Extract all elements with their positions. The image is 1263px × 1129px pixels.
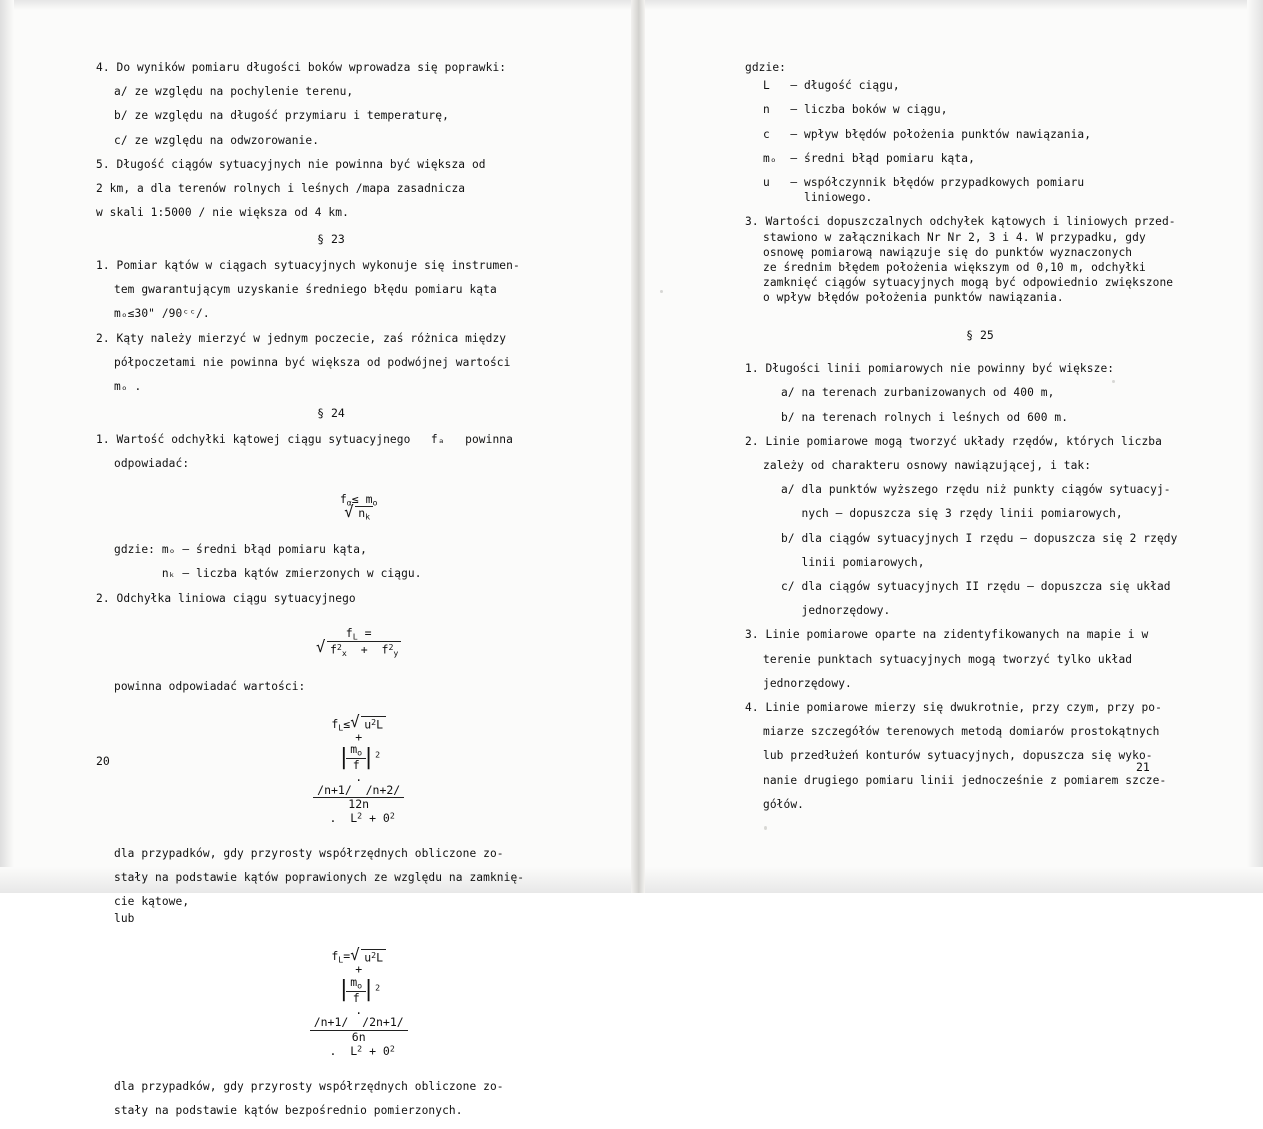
text-line: półpoczetami nie powinna być większa od podwójnej wartości <box>114 355 511 369</box>
text-line: lub przedłużeń konturów sytuacyjnych, dopuszcza się wyko- <box>763 749 1153 763</box>
text-line: stały na podstawie kątów poprawionych ze względu na zamknię- <box>114 871 525 885</box>
text-line: powinna odpowiadać wartości: <box>114 679 306 693</box>
text-line: stały na podstawie kątów bezpośrednio pomierzonych. <box>114 1103 463 1117</box>
text-line: a/ ze względu na pochylenie terenu, <box>114 85 354 99</box>
text-line: 2 km, a dla terenów rolnych i leśnych /mapa zasadnicza <box>96 182 466 196</box>
text-line: 3. Linie pomiarowe oparte na zidentyfikowanych na mapie i w <box>745 628 1149 642</box>
text-line: a/ na terenach zurbanizowanych od 400 m, <box>781 386 1055 400</box>
text-line: zależy od charakteru osnowy nawiązującej, i tak: <box>763 458 1092 472</box>
text-line: a/ dla punktów wyższego rzędu niż punkty ciągów sytuacyj- <box>781 483 1171 497</box>
where-block-1 <box>96 544 566 579</box>
text-line: gdzie: <box>745 61 787 74</box>
text-line: 4. Linie pomiarowe mierzy się dwukrotnie, przy czym, przy po- <box>745 700 1162 714</box>
symbol-legend <box>745 80 1215 203</box>
should-match-value <box>96 681 566 692</box>
text-line: 1. Długości linii pomiarowych nie powinny być większe: <box>745 362 1115 376</box>
section-heading-23: § 23 <box>317 232 345 247</box>
par24-item-2 <box>96 593 566 604</box>
text-line: 3. Wartości dopuszczalnych odchyłek kątowych i liniowych przed- <box>745 215 1176 229</box>
text-line: 2. Linie pomiarowe mogą tworzyć układy rzędów, których liczba <box>745 434 1162 448</box>
text-line: osnowę pomiarową nawiązuje się do punktów wyznaczonych <box>763 245 1133 259</box>
legend-item: liniowego. <box>763 191 873 205</box>
text-line: jednorzędowy. <box>781 604 891 618</box>
par23-item-1 <box>96 260 566 320</box>
text-line: c/ ze względu na odwzorowanie. <box>114 133 320 147</box>
text-line: miarze szczegółów terenowych metodą domiarów prostokątnych <box>763 725 1160 739</box>
text-line: tem gwarantującym uzyskanie średniego błędu pomiaru kąta <box>114 283 497 297</box>
section-heading-24: § 24 <box>317 406 345 421</box>
formula-fl-closed-angles: $f_L\le$ √ $u^2L$ + | $\frac{m_o}{f}$ | $^2$ . $\frac{/n+1/ /n+2/}{12n}$ . $L^2 + 0^2$ <box>96 705 566 836</box>
text-line: b/ na terenach rolnych i leśnych od 600 m. <box>781 410 1069 424</box>
text-line: mₒ . <box>114 379 142 393</box>
left-page-column <box>96 62 566 1129</box>
text-line: stawiono w załącznikach Nr Nr 2, 3 i 4. W przypadku, gdy <box>763 230 1146 244</box>
formula-linear-deviation: $f_L$ = √ $f^2_x + f^2_y$ <box>96 617 566 669</box>
page-number-right: 21 <box>1136 760 1150 774</box>
text-line: o wpływ błędów położenia punktów nawiązania. <box>763 291 1064 305</box>
scan-edge-right <box>1247 0 1263 893</box>
par23-item-2 <box>96 333 566 393</box>
text-line: odpowiadać: <box>114 456 190 470</box>
page-number-left: 20 <box>96 754 110 768</box>
text-line: b/ dla ciągów sytuacyjnych I rzędu – dopuszcza się 2 rzędy <box>781 531 1178 545</box>
legend-item: c – wpływ błędów położenia punktów nawiązania, <box>763 127 1092 141</box>
book-gutter <box>631 0 645 893</box>
par25-item-1 <box>745 363 1215 374</box>
formula-fl-measured-angles: $f_L=$ √ $u^2L$ + | $\frac{m_o}{f}$ | $^2$ . $\frac{/n+1/ /2n+1/}{6n}$ . $L^2 + 0^2$ <box>96 938 566 1069</box>
case-measured-angles <box>96 1081 566 1116</box>
left-page <box>14 0 631 1117</box>
text-line: 4. Do wyników pomiaru długości boków wprowadza się poprawki: <box>96 61 507 74</box>
text-line: b/ ze względu na długość przymiaru i temperaturę, <box>114 109 449 123</box>
paragraph-5 <box>96 159 566 219</box>
text-line: gółów. <box>763 797 805 811</box>
par24-item-3 <box>745 216 1215 303</box>
legend-item: n – liczba boków w ciągu, <box>763 103 948 117</box>
case-corrected-angles <box>96 848 566 925</box>
text-line: gdzie: mₒ – średni błąd pomiaru kąta, <box>114 543 367 557</box>
text-line: nₖ – liczba kątów zmierzonych w ciągu. <box>114 567 422 581</box>
paragraph-4 <box>96 62 566 73</box>
text-line: dla przypadków, gdy przyrosty współrzędnych obliczone zo- <box>114 1079 504 1093</box>
text-line: nanie drugiego pomiaru linii jednocześnie z pomiarem szcze- <box>763 773 1167 787</box>
text-line: zamknięć ciągów sytuacyjnych mogą być odpowiednio zwiększone <box>763 276 1174 290</box>
scan-edge-left <box>0 0 14 893</box>
legend-item: u – współczynnik błędów przypadkowych pomiaru <box>763 176 1085 190</box>
right-page <box>645 0 1247 893</box>
paragraph-4-items <box>96 86 566 146</box>
legend-item: L – długość ciągu, <box>763 79 900 93</box>
text-line: w skali 1:5000 / nie większa od 4 km. <box>96 206 349 220</box>
par25-item-4 <box>745 702 1215 810</box>
text-line: 1. Pomiar kątów w ciągach sytuacyjnych wykonuje się instrumen- <box>96 258 520 272</box>
text-line: lub <box>114 912 135 926</box>
text-line: jednorzędowy. <box>763 676 852 690</box>
text-line: cie kątowe, <box>114 895 190 909</box>
text-line: mₒ≤30" /90ᶜᶜ/. <box>114 307 210 321</box>
text-line: c/ dla ciągów sytuacyjnych II rzędu – dopuszcza się układ <box>781 579 1171 593</box>
text-line: 2. Kąty należy mierzyć w jednym poczecie, zaś różnica między <box>96 331 507 345</box>
formula-angular-deviation: $f_\alpha\le m_o$ √ $n_k$ <box>96 482 566 532</box>
par25-item-3 <box>745 629 1215 689</box>
text-line: 5. Długość ciągów sytuacyjnych nie powinna być większa od <box>96 157 486 171</box>
text-line: 1. Wartość odchyłki kątowej ciągu sytuacyjnego fₐ powinna <box>96 432 513 446</box>
par25-item-1-list <box>745 387 1215 422</box>
right-page-column <box>745 62 1215 823</box>
par24-item-1 <box>96 434 566 469</box>
legend-item: mₒ – średni błąd pomiaru kąta, <box>763 151 975 165</box>
section-heading-25: § 25 <box>966 327 994 342</box>
par25-item-2-list <box>745 484 1215 616</box>
text-line: terenie punktach sytuacyjnych mogą tworzyć tylko układ <box>763 652 1133 666</box>
text-line: 2. Odchyłka liniowa ciągu sytuacyjnego <box>96 591 356 605</box>
text-line: ze średnim błędem położenia większym od 0,10 m, odchyłki <box>763 261 1146 275</box>
text-line: linii pomiarowych, <box>781 555 925 569</box>
text-line: dla przypadków, gdy przyrosty współrzędnych obliczone zo- <box>114 846 504 860</box>
where-label <box>745 62 1215 73</box>
par25-item-2 <box>745 436 1215 471</box>
text-line: nych – dopuszcza się 3 rzędy linii pomiarowych, <box>781 507 1123 521</box>
